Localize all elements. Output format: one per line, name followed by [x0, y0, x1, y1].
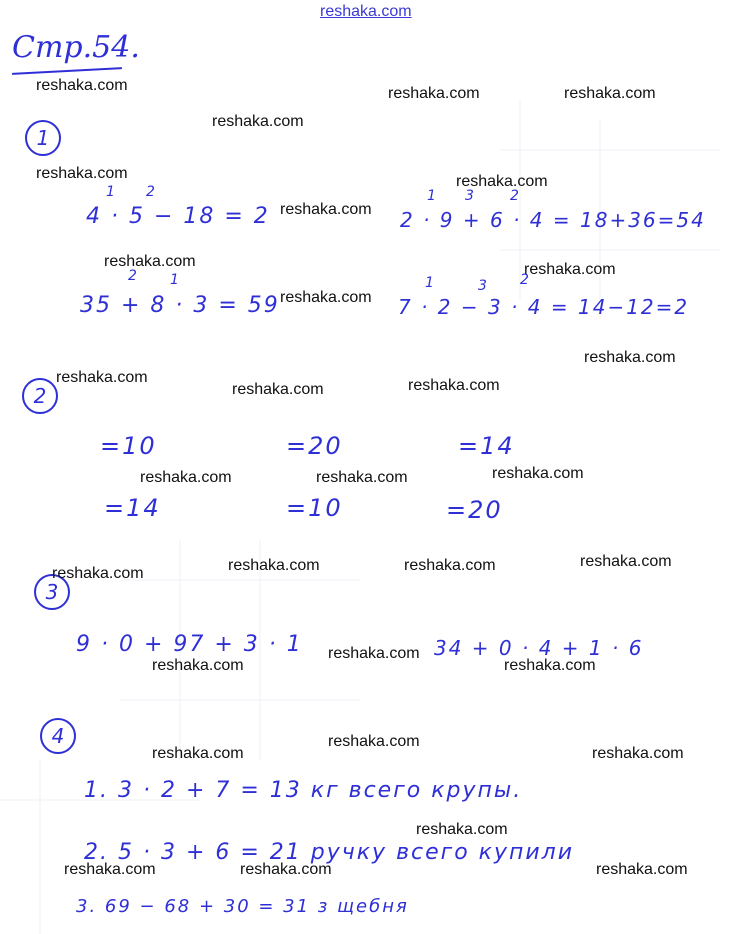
- watermark: reshaka.com: [152, 745, 244, 762]
- watermark: reshaka.com: [524, 261, 616, 278]
- watermark: reshaka.com: [416, 821, 508, 838]
- watermark: reshaka.com: [240, 861, 332, 878]
- step-number: 1: [427, 188, 436, 204]
- task4-line3: 3. 69 − 68 + 30 = 31 з щебня: [76, 896, 409, 917]
- watermark: reshaka.com: [64, 861, 156, 878]
- watermark: reshaka.com: [232, 381, 324, 398]
- task4-line2: 2. 5 · 3 + 6 = 21 ручку всего купили: [84, 840, 575, 865]
- watermark: reshaka.com: [564, 85, 656, 102]
- watermark: reshaka.com: [228, 557, 320, 574]
- watermark: reshaka.com: [316, 469, 408, 486]
- site-link[interactable]: reshaka.com: [320, 3, 412, 20]
- step-number: 2: [146, 184, 155, 200]
- step-number: 1: [425, 275, 434, 291]
- watermark: reshaka.com: [408, 377, 500, 394]
- task1-number: 1: [25, 120, 61, 156]
- task1-line4: 7 · 2 − 3 · 4 = 14−12=2: [398, 295, 690, 319]
- step-number: 2: [510, 188, 519, 204]
- task3-number: 3: [34, 574, 70, 610]
- task3-right-expression: 34 + 0 · 4 + 1 · 6: [434, 636, 644, 660]
- task2-answer: =10: [100, 432, 157, 460]
- watermark: reshaka.com: [328, 645, 420, 662]
- task3-left-expression: 9 · 0 + 97 + 3 · 1: [76, 632, 303, 657]
- task2-answer: =14: [104, 494, 161, 522]
- task2-number: 2: [22, 378, 58, 414]
- watermark: reshaka.com: [52, 565, 144, 582]
- step-number: 3: [465, 188, 474, 204]
- watermark: reshaka.com: [492, 465, 584, 482]
- watermark: reshaka.com: [404, 557, 496, 574]
- task1-line2: 2 · 9 + 6 · 4 = 18+36=54: [400, 208, 706, 232]
- step-number: 2: [520, 272, 529, 288]
- task2-answer: =20: [446, 496, 503, 524]
- watermark: reshaka.com: [592, 745, 684, 762]
- watermark: reshaka.com: [140, 469, 232, 486]
- task2-answer: =10: [286, 494, 343, 522]
- task4-line1: 1. 3 · 2 + 7 = 13 кг всего крупы.: [84, 778, 523, 803]
- step-number: 1: [170, 272, 179, 288]
- task4-number: 4: [40, 718, 76, 754]
- watermark: reshaka.com: [580, 553, 672, 570]
- watermark: reshaka.com: [36, 165, 128, 182]
- watermark: reshaka.com: [456, 173, 548, 190]
- watermark: reshaka.com: [388, 85, 480, 102]
- watermark: reshaka.com: [36, 77, 128, 94]
- step-number: 2: [128, 268, 137, 284]
- watermark: reshaka.com: [596, 861, 688, 878]
- watermark: reshaka.com: [104, 253, 196, 270]
- watermark: reshaka.com: [584, 349, 676, 366]
- step-number: 3: [478, 278, 487, 294]
- watermark: reshaka.com: [56, 369, 148, 386]
- watermark: reshaka.com: [212, 113, 304, 130]
- task2-answer: =14: [458, 432, 515, 460]
- step-number: 1: [106, 184, 115, 200]
- task1-line1: 4 · 5 − 18 = 2: [86, 204, 270, 229]
- watermark: reshaka.com: [328, 733, 420, 750]
- watermark: reshaka.com: [504, 657, 596, 674]
- watermark: reshaka.com: [280, 201, 372, 218]
- task2-answer: =20: [286, 432, 343, 460]
- watermark: reshaka.com: [280, 289, 372, 306]
- page-header: Стр.54.: [12, 30, 140, 65]
- watermark: reshaka.com: [152, 657, 244, 674]
- task1-line3: 35 + 8 · 3 = 59: [80, 293, 280, 318]
